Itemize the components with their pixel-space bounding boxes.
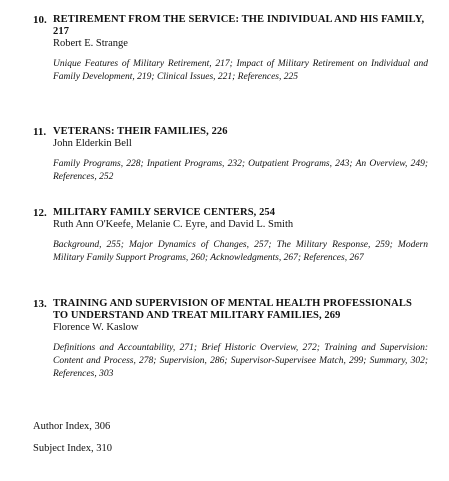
chapter-number: 10. — [33, 14, 47, 26]
chapter-author: John Elderkin Bell — [53, 138, 132, 149]
author-index-entry: Author Index, 306 — [33, 421, 111, 432]
chapter-author: Robert E. Strange — [53, 38, 128, 49]
chapter-subtopics: Definitions and Accountability, 271; Brief Historic Overview, 272; Training and Supervision: Content and Process, 278; Supervision, 286; Supervisor-Supervisee Match, 299; Summary, 302; References, 303 — [53, 343, 428, 379]
chapter-subtopics: Unique Features of Military Retirement, 217; Impact of Military Retirement on Individual and Family Development, 219; Clinical Issues, 221; References, 225 — [53, 59, 428, 82]
chapter-number: 12. — [33, 207, 47, 219]
chapter-entry-13 — [33, 298, 428, 381]
chapter-subtopics: Family Programs, 228; Inpatient Programs, 232; Outpatient Programs, 243; An Overview, 249; References, 252 — [53, 159, 428, 182]
chapter-entry-10 — [33, 14, 428, 84]
chapter-number: 11. — [33, 126, 47, 138]
chapter-title: RETIREMENT FROM THE SERVICE: THE INDIVIDUAL AND HIS FAMILY, 217 — [53, 14, 425, 37]
chapter-number: 13. — [33, 298, 47, 310]
chapter-subtopics: Background, 255; Major Dynamics of Changes, 257; The Military Response, 259; Modern Military Family Support Programs, 260; Acknowledgments, 267; References, 267 — [53, 240, 428, 263]
chapter-title: VETERANS: THEIR FAMILIES, 226 — [53, 126, 228, 137]
chapter-entry-11 — [33, 126, 428, 184]
chapter-author: Florence W. Kaslow — [53, 322, 139, 333]
chapter-entry-12 — [33, 207, 428, 265]
chapter-title: MILITARY FAMILY SERVICE CENTERS, 254 — [53, 207, 276, 218]
chapter-author: Ruth Ann O'Keefe, Melanie C. Eyre, and David L. Smith — [53, 219, 294, 230]
subject-index-entry: Subject Index, 310 — [33, 443, 113, 454]
chapter-title: TRAINING AND SUPERVISION OF MENTAL HEALTH PROFESSIONALS TO UNDERSTAND AND TREAT MILITARY FAMILIES, 269 — [53, 298, 412, 321]
